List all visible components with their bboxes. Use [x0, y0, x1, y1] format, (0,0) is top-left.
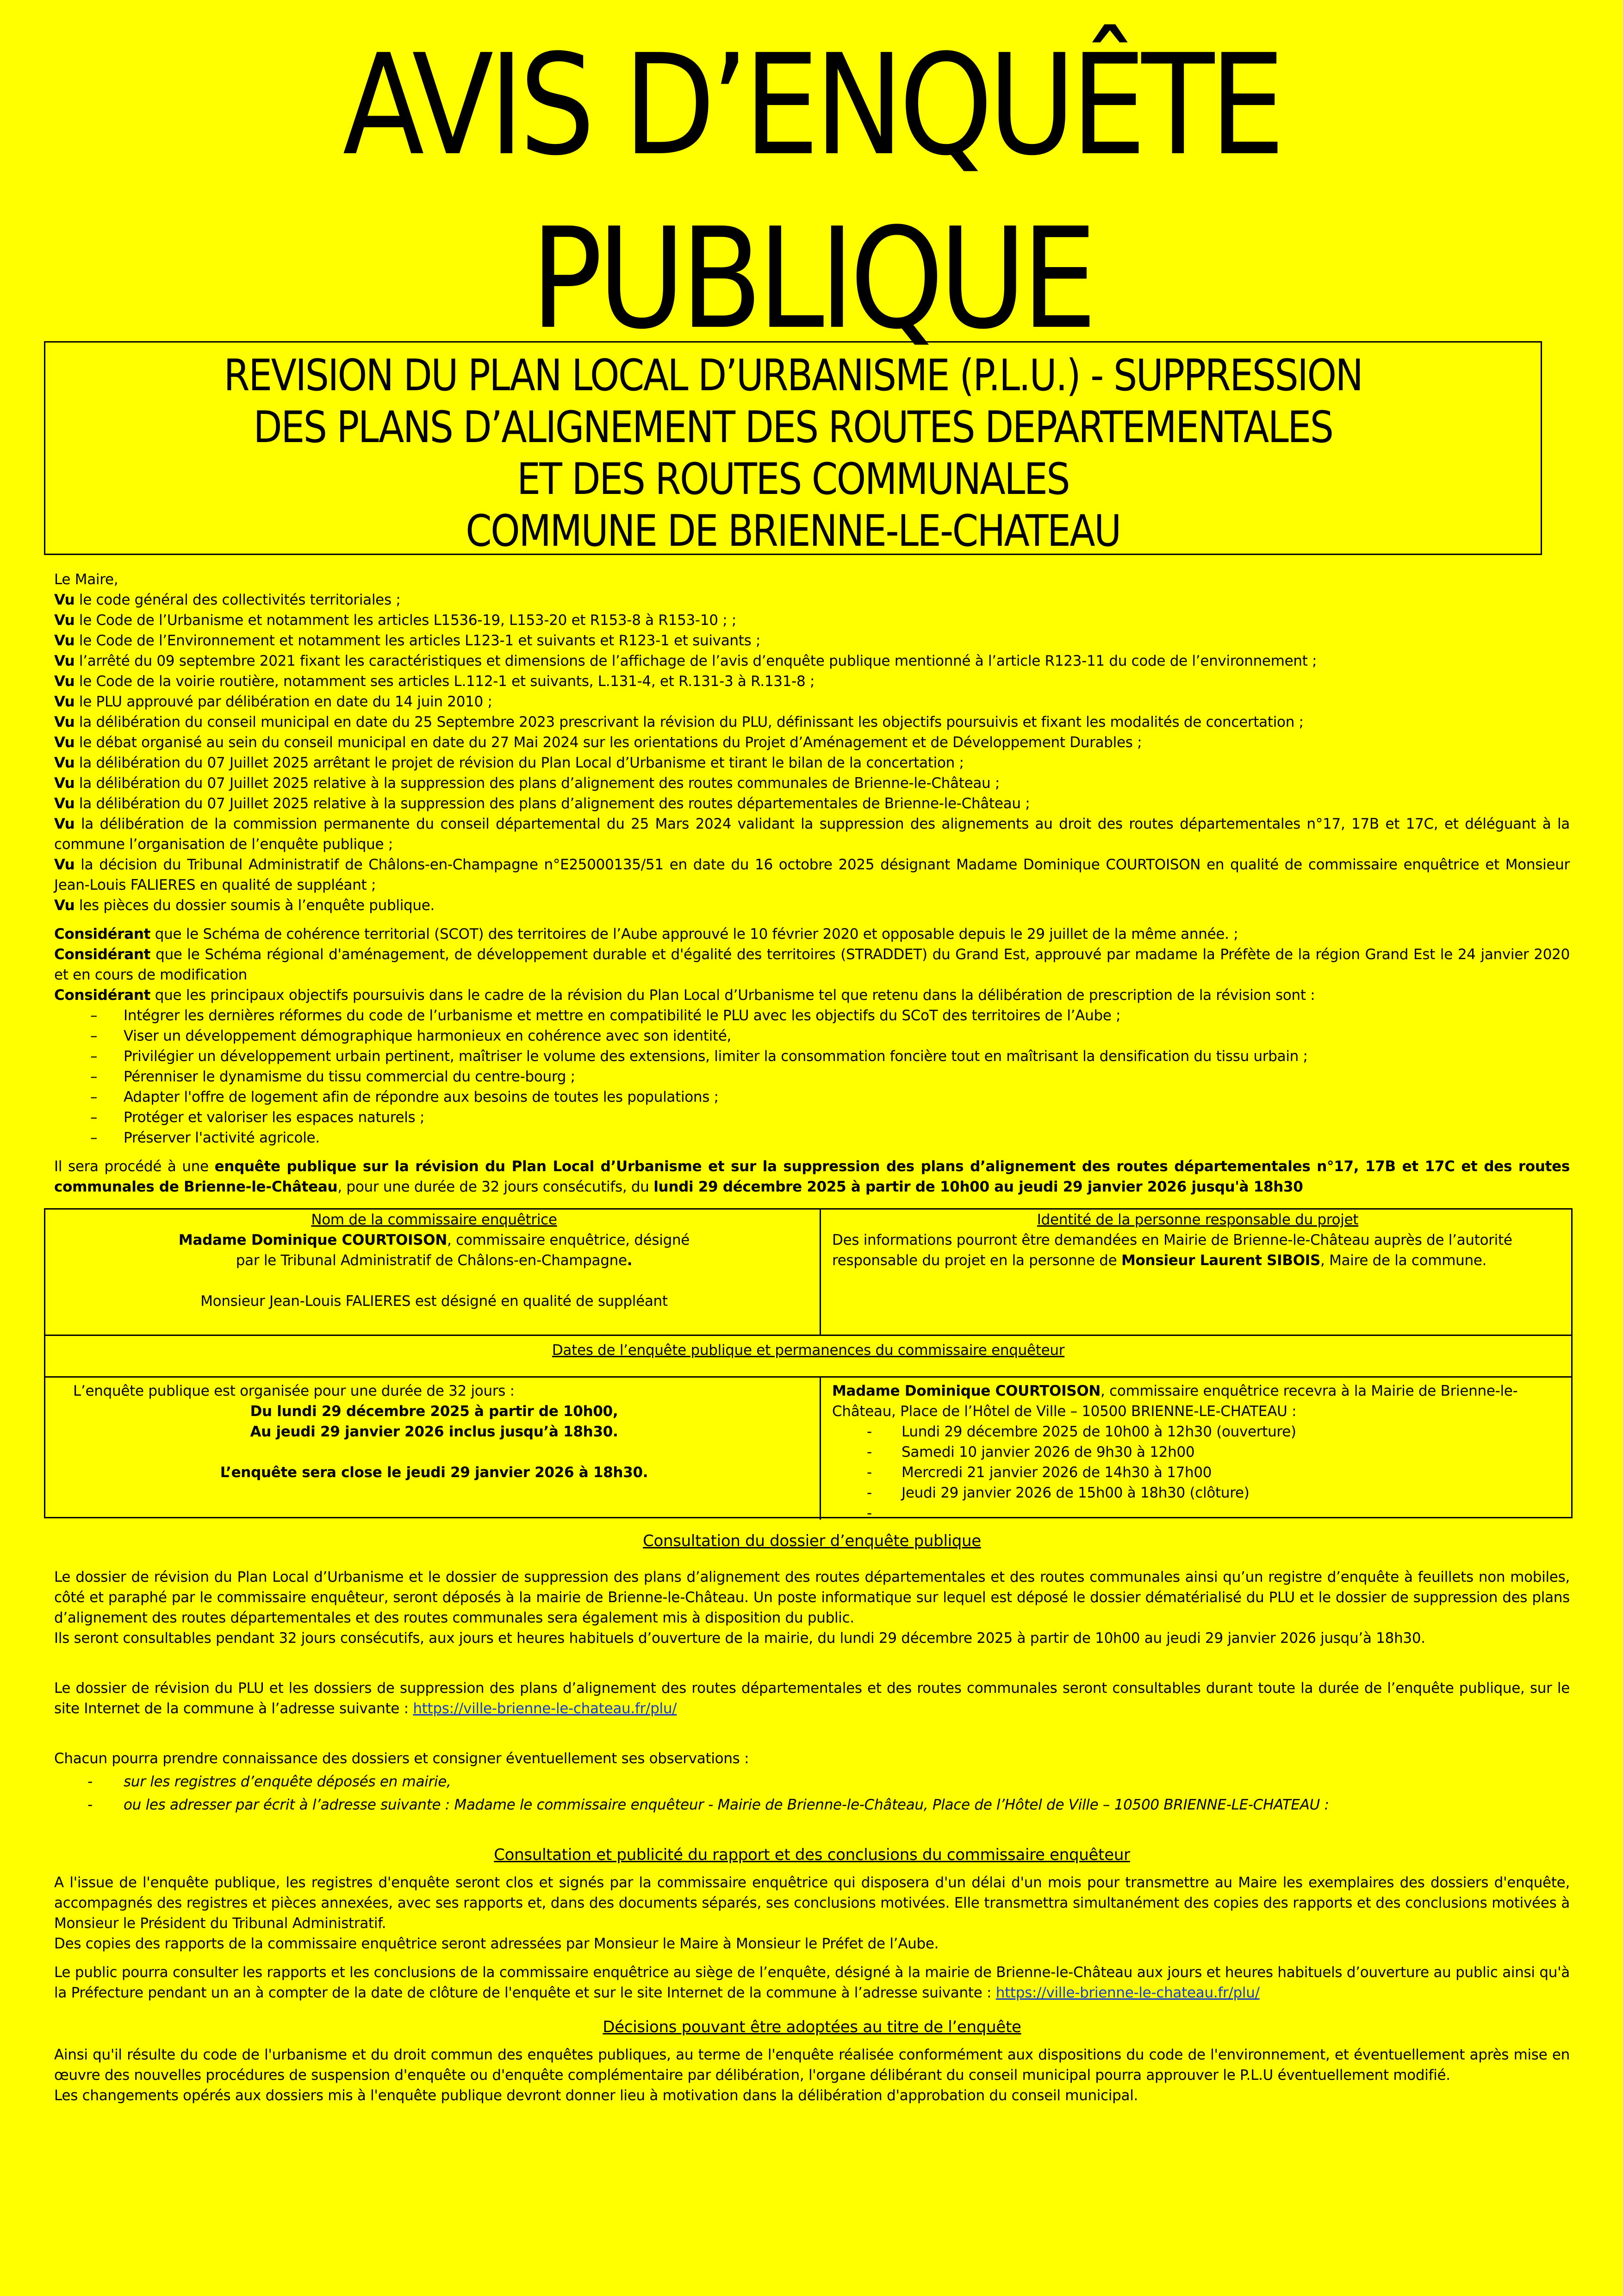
vu-item: Vu la délibération du conseil municipal en date du 25 Septembre 2023 prescrivant la révision du PLU, définissant les objectifs poursuivis et fixant les modalités de concertation ; [54, 714, 1304, 730]
permanence-item: - Lundi 29 décembre 2025 de 10h00 à 12h30 (ouverture) [832, 1422, 1568, 1442]
vu-item: Vu le Code de l’Environnement et notamment les articles L123-1 et suivants et R123-1 et suivants ; [54, 632, 761, 649]
objective-item: – Pérenniser le dynamisme du tissu commercial du centre-bourg ; [54, 1067, 1570, 1087]
vu-item: Vu l’arrêté du 09 septembre 2021 fixant les caractéristiques et dimensions de l’affichage de l’avis d’enquête publique mentionné à l’article R123-11 du code de l’environnement ; [54, 653, 1317, 669]
objective-item: – Privilégier un développement urbain pertinent, maîtriser le volume des extensions, limiter la consommation foncière tout en maîtrisant la densification du tissu urbain ; [54, 1046, 1570, 1067]
main-title-line-2: PUBLIQUE [530, 198, 1093, 360]
vu-item: Vu le Code de l’Urbanisme et notamment les articles L1536-19, L153-20 et R153-8 à R153-10 ; ; [54, 612, 737, 629]
objective-item: – Préserver l'activité agricole. [54, 1128, 1570, 1148]
recevra-text: Madame Dominique COURTOISON, commissaire enquêtrice recevra à la Mairie de Brienne-le-Château, Place de l’Hôtel de Ville – 10500 BRIENNE-LE-CHATEAU : [832, 1383, 1518, 1420]
plu-link[interactable]: https://ville-brienne-le-chateau.fr/plu/ [413, 1700, 677, 1717]
main-title-line-1: AVIS D’ENQUÊTE [342, 25, 1281, 186]
objective-item: – Adapter l'offre de logement afin de répondre aux besoins de toutes les populations ; [54, 1087, 1570, 1107]
decisions-p2: Les changements opérés aux dossiers mis à l'enquête publique devront donner lieu à motivation dans la délibération d'approbation du conseil municipal. [54, 2087, 1138, 2104]
considerant-item: Considérant que les principaux objectifs poursuivis dans le cadre de la révision du Plan Local d’Urbanisme tel que retenu dans la délibération de prescription de la révision sont : [54, 987, 1315, 1004]
consultation-p4: Chacun pourra prendre connaissance des dossiers et consigner éventuellement ses observations : [54, 1750, 749, 1767]
consultation-p2: Ils seront consultables pendant 32 jours consécutifs, aux jours et heures habituels d’ouverture de la mairie, du lundi 29 décembre 2025 à partir de 10h00 au jeudi 29 janvier 2026 jusqu’à 18h30. [54, 1630, 1425, 1647]
permanence-item: - Jeudi 29 janvier 2026 de 15h00 à 18h30 (clôture) [832, 1483, 1568, 1503]
project-header-line: ET DES ROUTES COMMUNALES [517, 454, 1069, 505]
dates-cell [55, 1381, 814, 1483]
vu-item: Vu le PLU approuvé par délibération en date du 14 juin 2010 ; [54, 693, 492, 710]
duree-line: L’enquête publique est organisée pour une durée de 32 jours : [73, 1383, 515, 1399]
du-line: Du lundi 29 décembre 2025 à partir de 10h00, [250, 1403, 618, 1420]
le-maire: Le Maire, [54, 571, 118, 588]
observation-item: - ou les adresser par écrit à l’adresse suivante : Madame le commissaire enquêteur - Mairie de Brienne-le-Château, Place de l’Hôtel de Ville – 10500 BRIENNE-LE-CHATEAU : [54, 1795, 1570, 1815]
close-line: L’enquête sera close le jeudi 29 janvier 2026 à 18h30. [220, 1464, 648, 1481]
consultation-p3: Le dossier de révision du PLU et les dossiers de suppression des plans d’alignement des routes départementales et des routes communales seront consultables durant toute la durée de l’enquête publique, sur le site Internet de la commune à l’adresse suivante : https://ville-brienne-le-chateau.fr/plu/ [54, 1680, 1570, 1717]
permanences-cell [832, 1381, 1568, 1503]
project-header-line: DES PLANS D’ALIGNEMENT DES ROUTES DEPARTEMENTALES [253, 402, 1333, 453]
responsable-text: Des informations pourront être demandées en Mairie de Brienne-le-Château auprès de l’autorité responsable du projet en la personne de Monsieur Laurent SIBOIS, Maire de la commune. [832, 1232, 1512, 1269]
observation-item: - sur les registres d’enquête déposés en mairie, [54, 1772, 1570, 1792]
vu-item: Vu la décision du Tribunal Administratif de Châlons-en-Champagne n°E25000135/51 en date du 16 octobre 2025 désignant Madame Dominique COURTOISON en qualité de commissaire enquêtrice et Monsieur Jean-Louis FALIERES en qualité de suppléant ; [54, 856, 1570, 893]
procedure-statement: Il sera procédé à une enquête publique sur la révision du Plan Local d’Urbanisme et sur la suppression des plans d’alignement des routes départementales n°17, 17B et 17C et des routes communales de Brienne-le-Château, pour une durée de 32 jours consécutifs, du lundi 29 décembre 2025 à partir de 10h00 au jeudi 29 janvier 2026 jusqu'à 18h30 [54, 1158, 1570, 1195]
preamble [54, 569, 1570, 1197]
rapport-p3: Le public pourra consulter les rapports et les conclusions de la commissaire enquêtrice au siège de l’enquête, désigné à la mairie de Brienne-le-Château aux jours et heures habituels d’ouverture au public ainsi qu'à la Préfecture pendant un an à compter de la date de clôture de l'enquête et sur le site Internet de la commune à l’adresse suivante : https://ville-brienne-le-chateau.fr/plu/ [54, 1964, 1570, 2001]
objectives-list [54, 1005, 1570, 1148]
considerant-item: Considérant que le Schéma de cohérence territorial (SCOT) des territoires de l’Aube approuvé le 10 février 2020 et opposable depuis le 29 juillet de la même année. ; [54, 926, 1238, 942]
vu-item: Vu la délibération du 07 Juillet 2025 relative à la suppression des plans d’alignement des routes départementales de Brienne-le-Château ; [54, 795, 1030, 812]
dates-title: Dates de l’enquête publique et permanences du commissaire enquêteur [552, 1342, 1065, 1359]
vu-item: Vu la délibération du 07 Juillet 2025 arrêtant le projet de révision du Plan Local d’Urbanisme et tirant le bilan de la concertation ; [54, 755, 964, 771]
objective-item: – Protéger et valoriser les espaces naturels ; [54, 1107, 1570, 1128]
considerant-list [54, 924, 1570, 1005]
main-title [113, 19, 1509, 366]
plu-link[interactable]: https://ville-brienne-le-chateau.fr/plu/ [995, 1984, 1260, 2001]
decisions-p1: Ainsi qu'il résulte du code de l'urbanisme et du droit commun des enquêtes publiques, au terme de l'enquête réalisée conformément aux dispositions du code de l'environnement, et éventuellement après mise en œuvre des nouvelles procédures de suspension d'enquête ou d'enquête complémentaire par délibération, l'organe délibérant du conseil municipal pourra approuver le P.L.U éventuellement modifié. [54, 2046, 1570, 2084]
vu-item: Vu les pièces du dossier soumis à l’enquête publique. [54, 897, 435, 914]
au-line: Au jeudi 29 janvier 2026 inclus jusqu’à 18h30. [250, 1423, 618, 1440]
vu-item: Vu le code général des collectivités territoriales ; [54, 592, 401, 608]
vu-item: Vu le débat organisé au sein du conseil municipal en date du 27 Mai 2024 sur les orientations du Projet d’Aménagement et de Développement Durables ; [54, 734, 1142, 751]
consultation-p1: Le dossier de révision du Plan Local d’Urbanisme et le dossier de suppression des plans d’alignement des routes départementales et des routes communales ainsi qu’un registre d’enquête à feuillets non mobiles, côté et paraphé par le commissaire enquêteur, seront déposés à la mairie de Brienne-le-Château. Un poste informatique sur lequel est déposé le dossier dématérialisé du PLU et le dossier de suppression des plans d’alignement des routes départementales et des routes communales sera également mis à disposition du public. [54, 1569, 1570, 1626]
responsable-title: Identité de la personne responsable du projet [1037, 1211, 1359, 1228]
commissaire-line: Madame Dominique COURTOISON, commissaire enquêtrice, désigné [178, 1232, 690, 1248]
vu-item: Vu le Code de la voirie routière, notamment ses articles L.112-1 et suivants, L.131-4, et R.131-3 à R.131-8 ; [54, 673, 815, 690]
permanences-list [832, 1422, 1568, 1503]
rapport-p1: A l'issue de l'enquête publique, les registres d'enquête seront clos et signés par la commissaire enquêtrice qui disposera d'un délai d'un mois pour transmettre au Maire les exemplaires des dossiers d'enquête, accompagnés des registres et pièces annexées, avec ses rapports et, dans des documents séparés, ses conclusions motivées. Elle transmettra simultanément des copies des rapports et des conclusions motivées à Monsieur le Président du Tribunal Administratif. [54, 1874, 1570, 1932]
permanence-item: - Mercredi 21 janvier 2026 de 14h30 à 17h00 [832, 1462, 1568, 1483]
suppleant-line: Monsieur Jean-Louis FALIERES est désigné en qualité de suppléant [200, 1293, 668, 1310]
consultation-section [54, 1530, 1570, 2106]
rapport-title: Consultation et publicité du rapport et des conclusions du commissaire enquêteur [494, 1846, 1130, 1864]
observations-list [54, 1772, 1570, 1815]
commissaire-line-2: par le Tribunal Administratif de Châlons-en-Champagne. [236, 1252, 633, 1269]
responsable-cell [832, 1210, 1563, 1271]
permanence-item: - Samedi 10 janvier 2026 de 9h30 à 12h00 [832, 1442, 1568, 1462]
vu-item: Vu la délibération de la commission permanente du conseil départemental du 25 Mars 2024 validant la suppression des alignements au droit des routes départementales n°17, 17B et 17C, et déléguant à la commune l’organisation de l’enquête publique ; [54, 816, 1570, 853]
project-header-line: REVISION DU PLAN LOCAL D’URBANISME (P.L.U.) - SUPPRESSION [224, 350, 1362, 401]
objective-item: – Intégrer les dernières réformes du code de l’urbanisme et mettre en compatibilité le PLU avec les objectifs du SCoT des territoires de l’Aube ; [54, 1005, 1570, 1026]
objective-item: – Viser un développement démographique harmonieux en cohérence avec son identité, [54, 1026, 1570, 1046]
consultation-title: Consultation du dossier d’enquête publique [643, 1532, 981, 1550]
project-header-box [44, 341, 1542, 555]
vu-item: Vu la délibération du 07 Juillet 2025 relative à la suppression des plans d’alignement des routes communales de Brienne-le-Château ; [54, 775, 1000, 792]
considerant-item: Considérant que le Schéma régional d'aménagement, de développement durable et d'égalité des territoires (STRADDET) du Grand Est, approuvé par madame la Préfète de la région Grand Est le 24 janvier 2020 et en cours de modification [54, 946, 1570, 983]
commissaire-cell [55, 1210, 814, 1311]
commissaire-title: Nom de la commissaire enquêtrice [311, 1211, 557, 1228]
decisions-title: Décisions pouvant être adoptées au titre de l’enquête [603, 2018, 1021, 2036]
project-header-line: COMMUNE DE BRIENNE-LE-CHATEAU [466, 506, 1120, 556]
vu-list [54, 590, 1570, 916]
info-table [44, 1208, 1573, 1518]
rapport-p2: Des copies des rapports de la commissaire enquêtrice seront adressées par Monsieur le Maire à Monsieur le Préfet de l’Aube. [54, 1935, 939, 1952]
